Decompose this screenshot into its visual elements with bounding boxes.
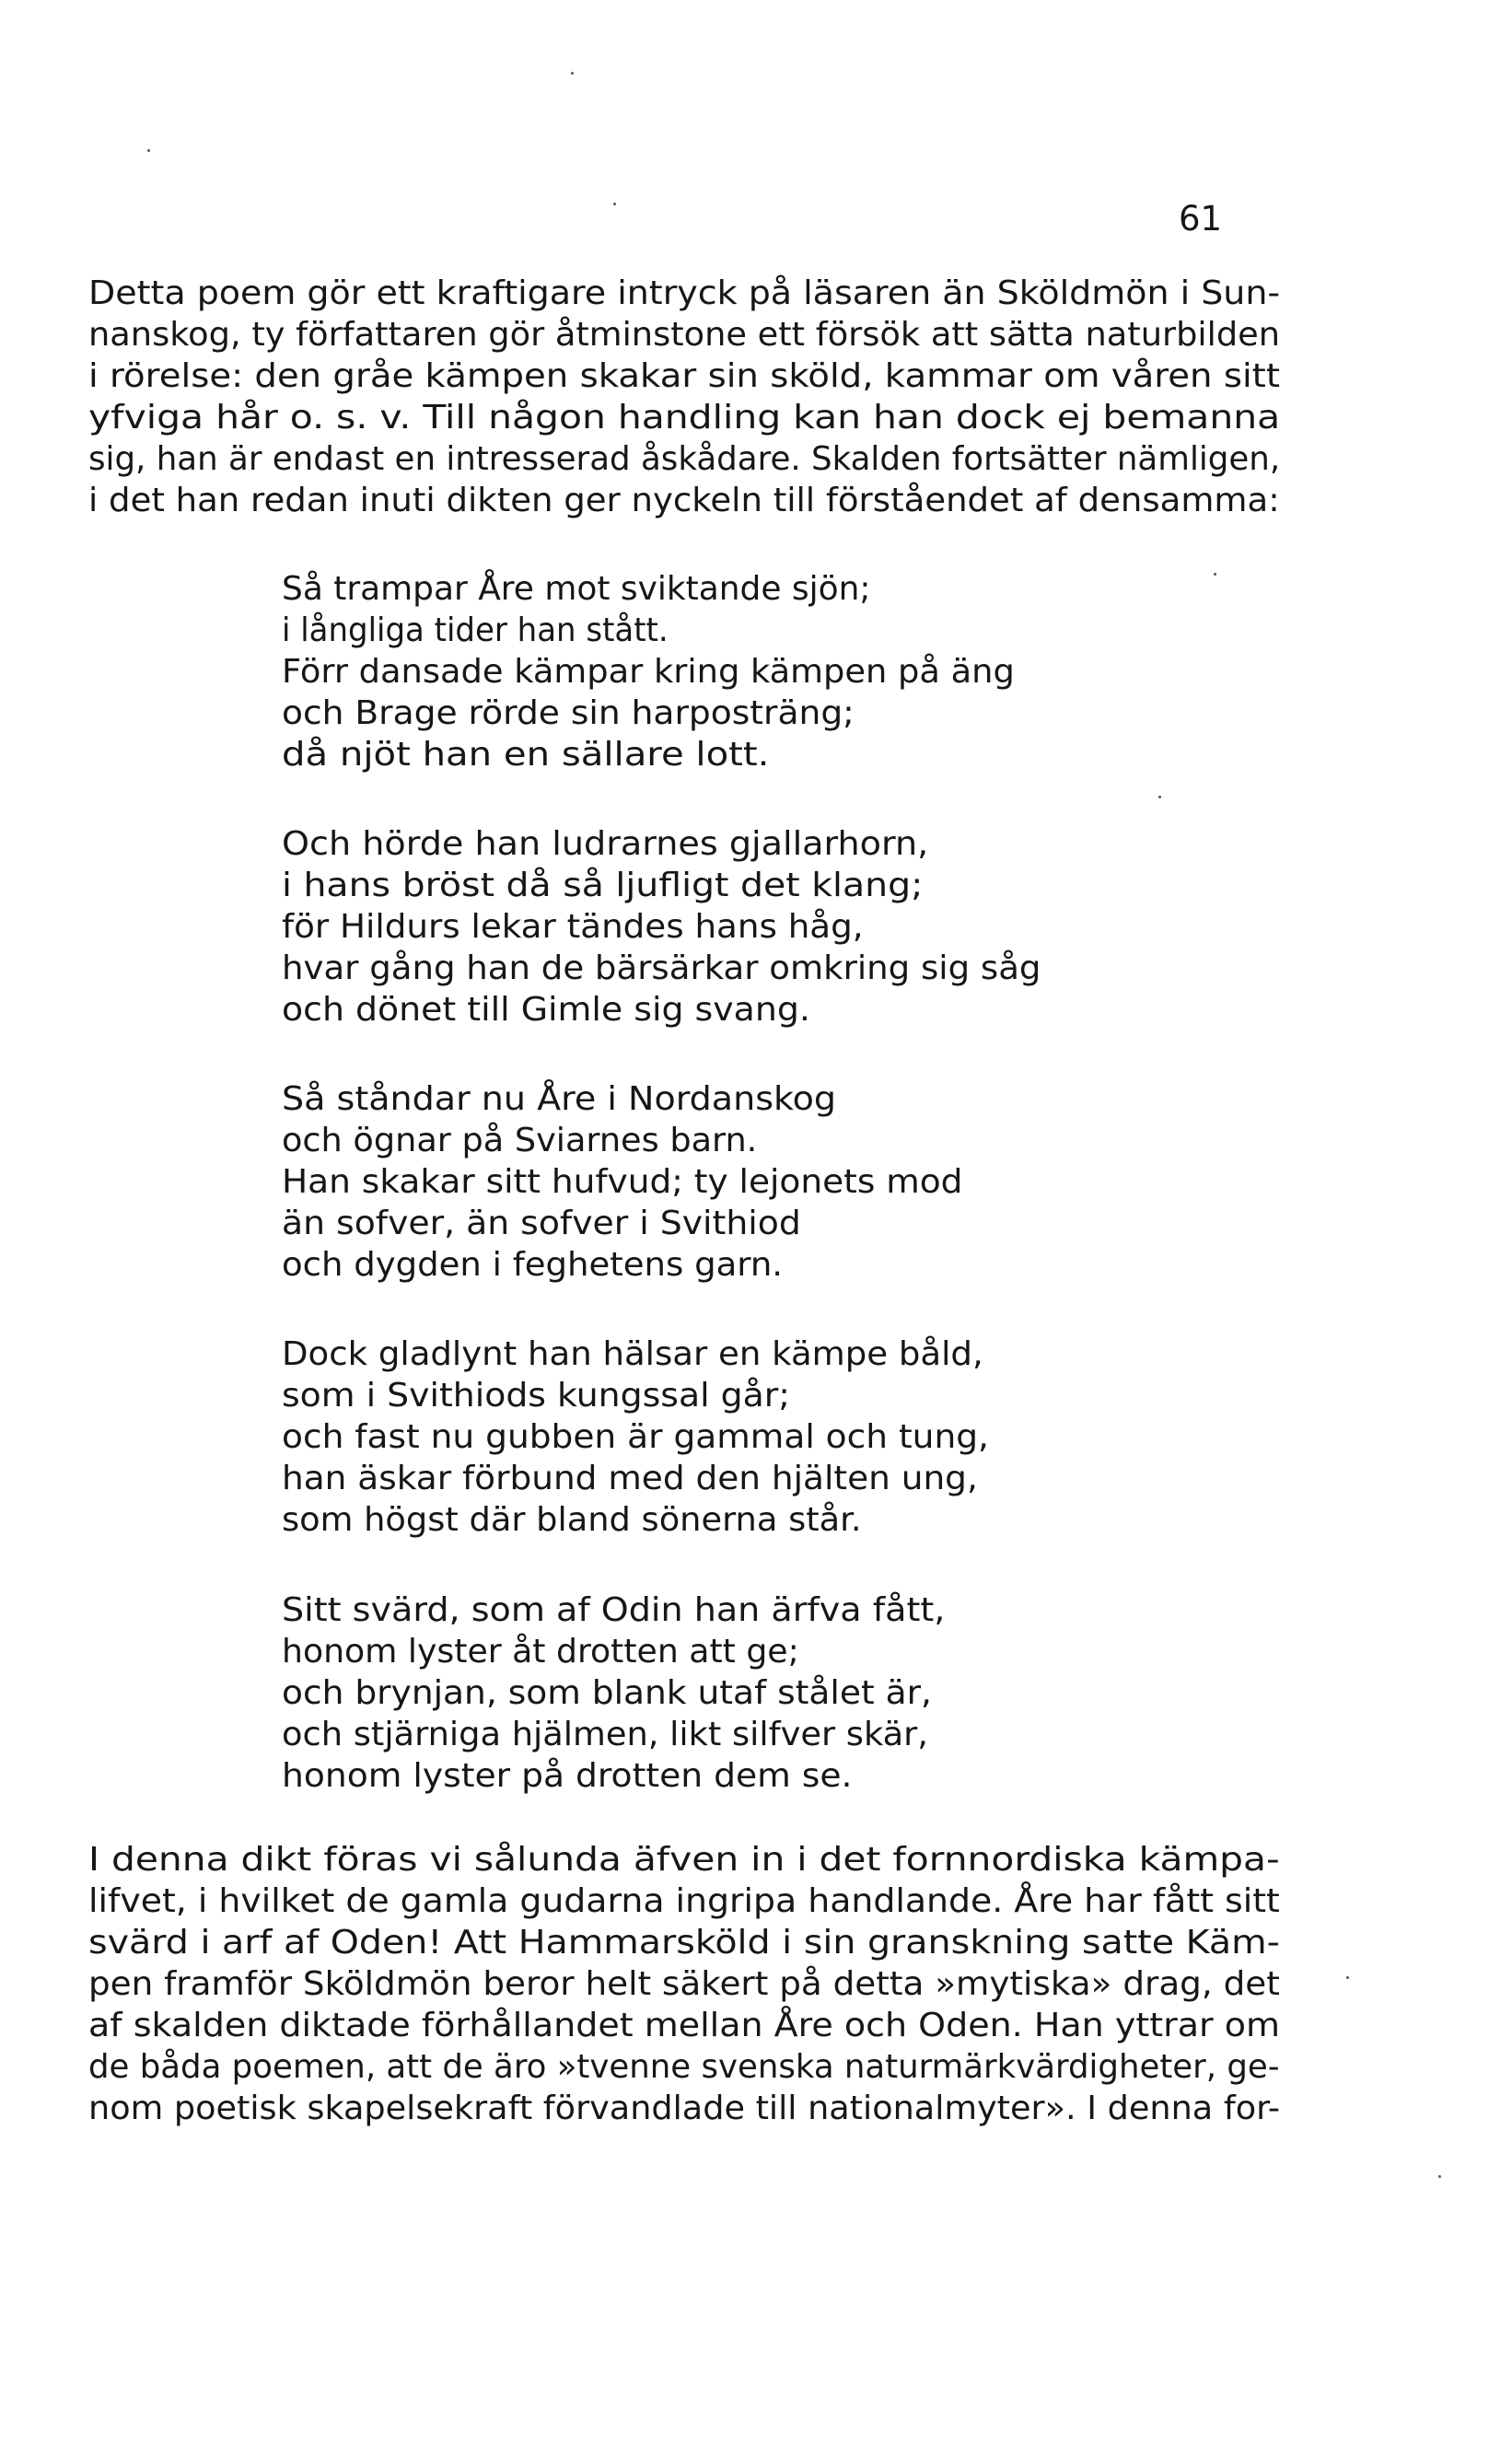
poem-line: hvar gång han de bärsärkar omkring sig såg [282,949,1041,987]
text-line: nom poetisk skapelsekraft förvandlade till nationalmyter». I denna for- [88,2090,1281,2127]
poem-line: Han skakar sitt hufvud; ty lejonets mod [282,1163,963,1201]
print-speck [1438,2175,1441,2178]
poem-line: och stjärniga hjälmen, likt silfver skär, [282,1716,928,1753]
text-line: i rörelse: den gråe kämpen skakar sin sköld, kammar om våren sitt [88,357,1280,395]
text-line: svärd i arf af Oden! Att Hammarsköld i sin granskning satte Käm- [88,1924,1280,1962]
text-line: sig, han är endast en intresserad åskådare. Skalden fortsätter nämligen, [88,440,1281,478]
poem-line: och Brage rörde sin harposträng; [282,694,855,732]
text-line: yfviga hår o. s. v. Till någon handling kan han dock ej bemanna [88,399,1281,437]
poem-line: Så ståndar nu Åre i Nordanskog [282,1080,837,1118]
text-line: I denna dikt föras vi sålunda äfven in i det fornnordiska kämpa- [88,1841,1280,1879]
print-speck [613,203,616,205]
print-speck [1158,796,1161,798]
poem-line: som högst där bland sönerna står. [282,1501,862,1539]
text-line: af skalden diktade förhållandet mellan Åre och Oden. Han yttrar om [88,2007,1281,2044]
poem-line: och ögnar på Sviarnes barn. [282,1122,758,1159]
poem-line: Dock gladlynt han hälsar en kämpe båld, [282,1335,983,1373]
text-line: i det han redan inuti dikten ger nyckeln till förståendet af densamma: [88,482,1280,519]
poem-line: och brynjan, som blank utaf stålet är, [282,1674,932,1712]
poem-line: han äskar förbund med den hjälten ung, [282,1460,978,1497]
print-speck [1214,573,1216,576]
text-line: Detta poem gör ett kraftigare intryck på läsaren än Sköldmön i Sun- [88,274,1281,312]
poem-line: och fast nu gubben är gammal och tung, [282,1418,989,1456]
text-line: de båda poemen, att de äro »tvenne svenska naturmärkvärdigheter, ge- [88,2048,1280,2086]
poem-line: som i Svithiods kungssal går; [282,1377,790,1415]
print-speck [571,72,574,75]
poem-line: Och hörde han ludrarnes gjallarhorn, [282,825,929,863]
print-speck [147,149,150,152]
text-line: lifvet, i hvilket de gamla gudarna ingripa handlande. Åre har fått sitt [88,1882,1280,1920]
poem-line: i långliga tider han stått. [282,611,669,649]
poem-line: då njöt han en sällare lott. [282,736,770,774]
poem-line: i hans bröst då så ljufligt det klang; [282,867,924,904]
poem-line: honom lyster på drotten dem se. [282,1757,853,1795]
poem-line: Förr dansade kämpar kring kämpen på äng [282,653,1015,691]
poem-line: Sitt svärd, som af Odin han ärfva fått, [282,1591,946,1629]
poem-line: honom lyster åt drotten att ge; [282,1633,799,1671]
text-line: nanskog, ty författaren gör åtminstone ett försök att sätta naturbilden [88,316,1281,354]
print-speck [1346,1976,1349,1979]
poem-line: än sofver, än sofver i Svithiod [282,1205,801,1242]
poem-line: och dygden i feghetens garn. [282,1246,784,1284]
page-number: 61 [1179,199,1223,239]
poem-line: för Hildurs lekar tändes hans håg, [282,908,864,946]
poem-line: och dönet till Gimle sig svang. [282,991,810,1029]
poem-line: Så trampar Åre mot sviktande sjön; [282,570,871,608]
text-line: pen framför Sköldmön beror helt säkert på detta »mytiska» drag, det [88,1965,1280,2003]
